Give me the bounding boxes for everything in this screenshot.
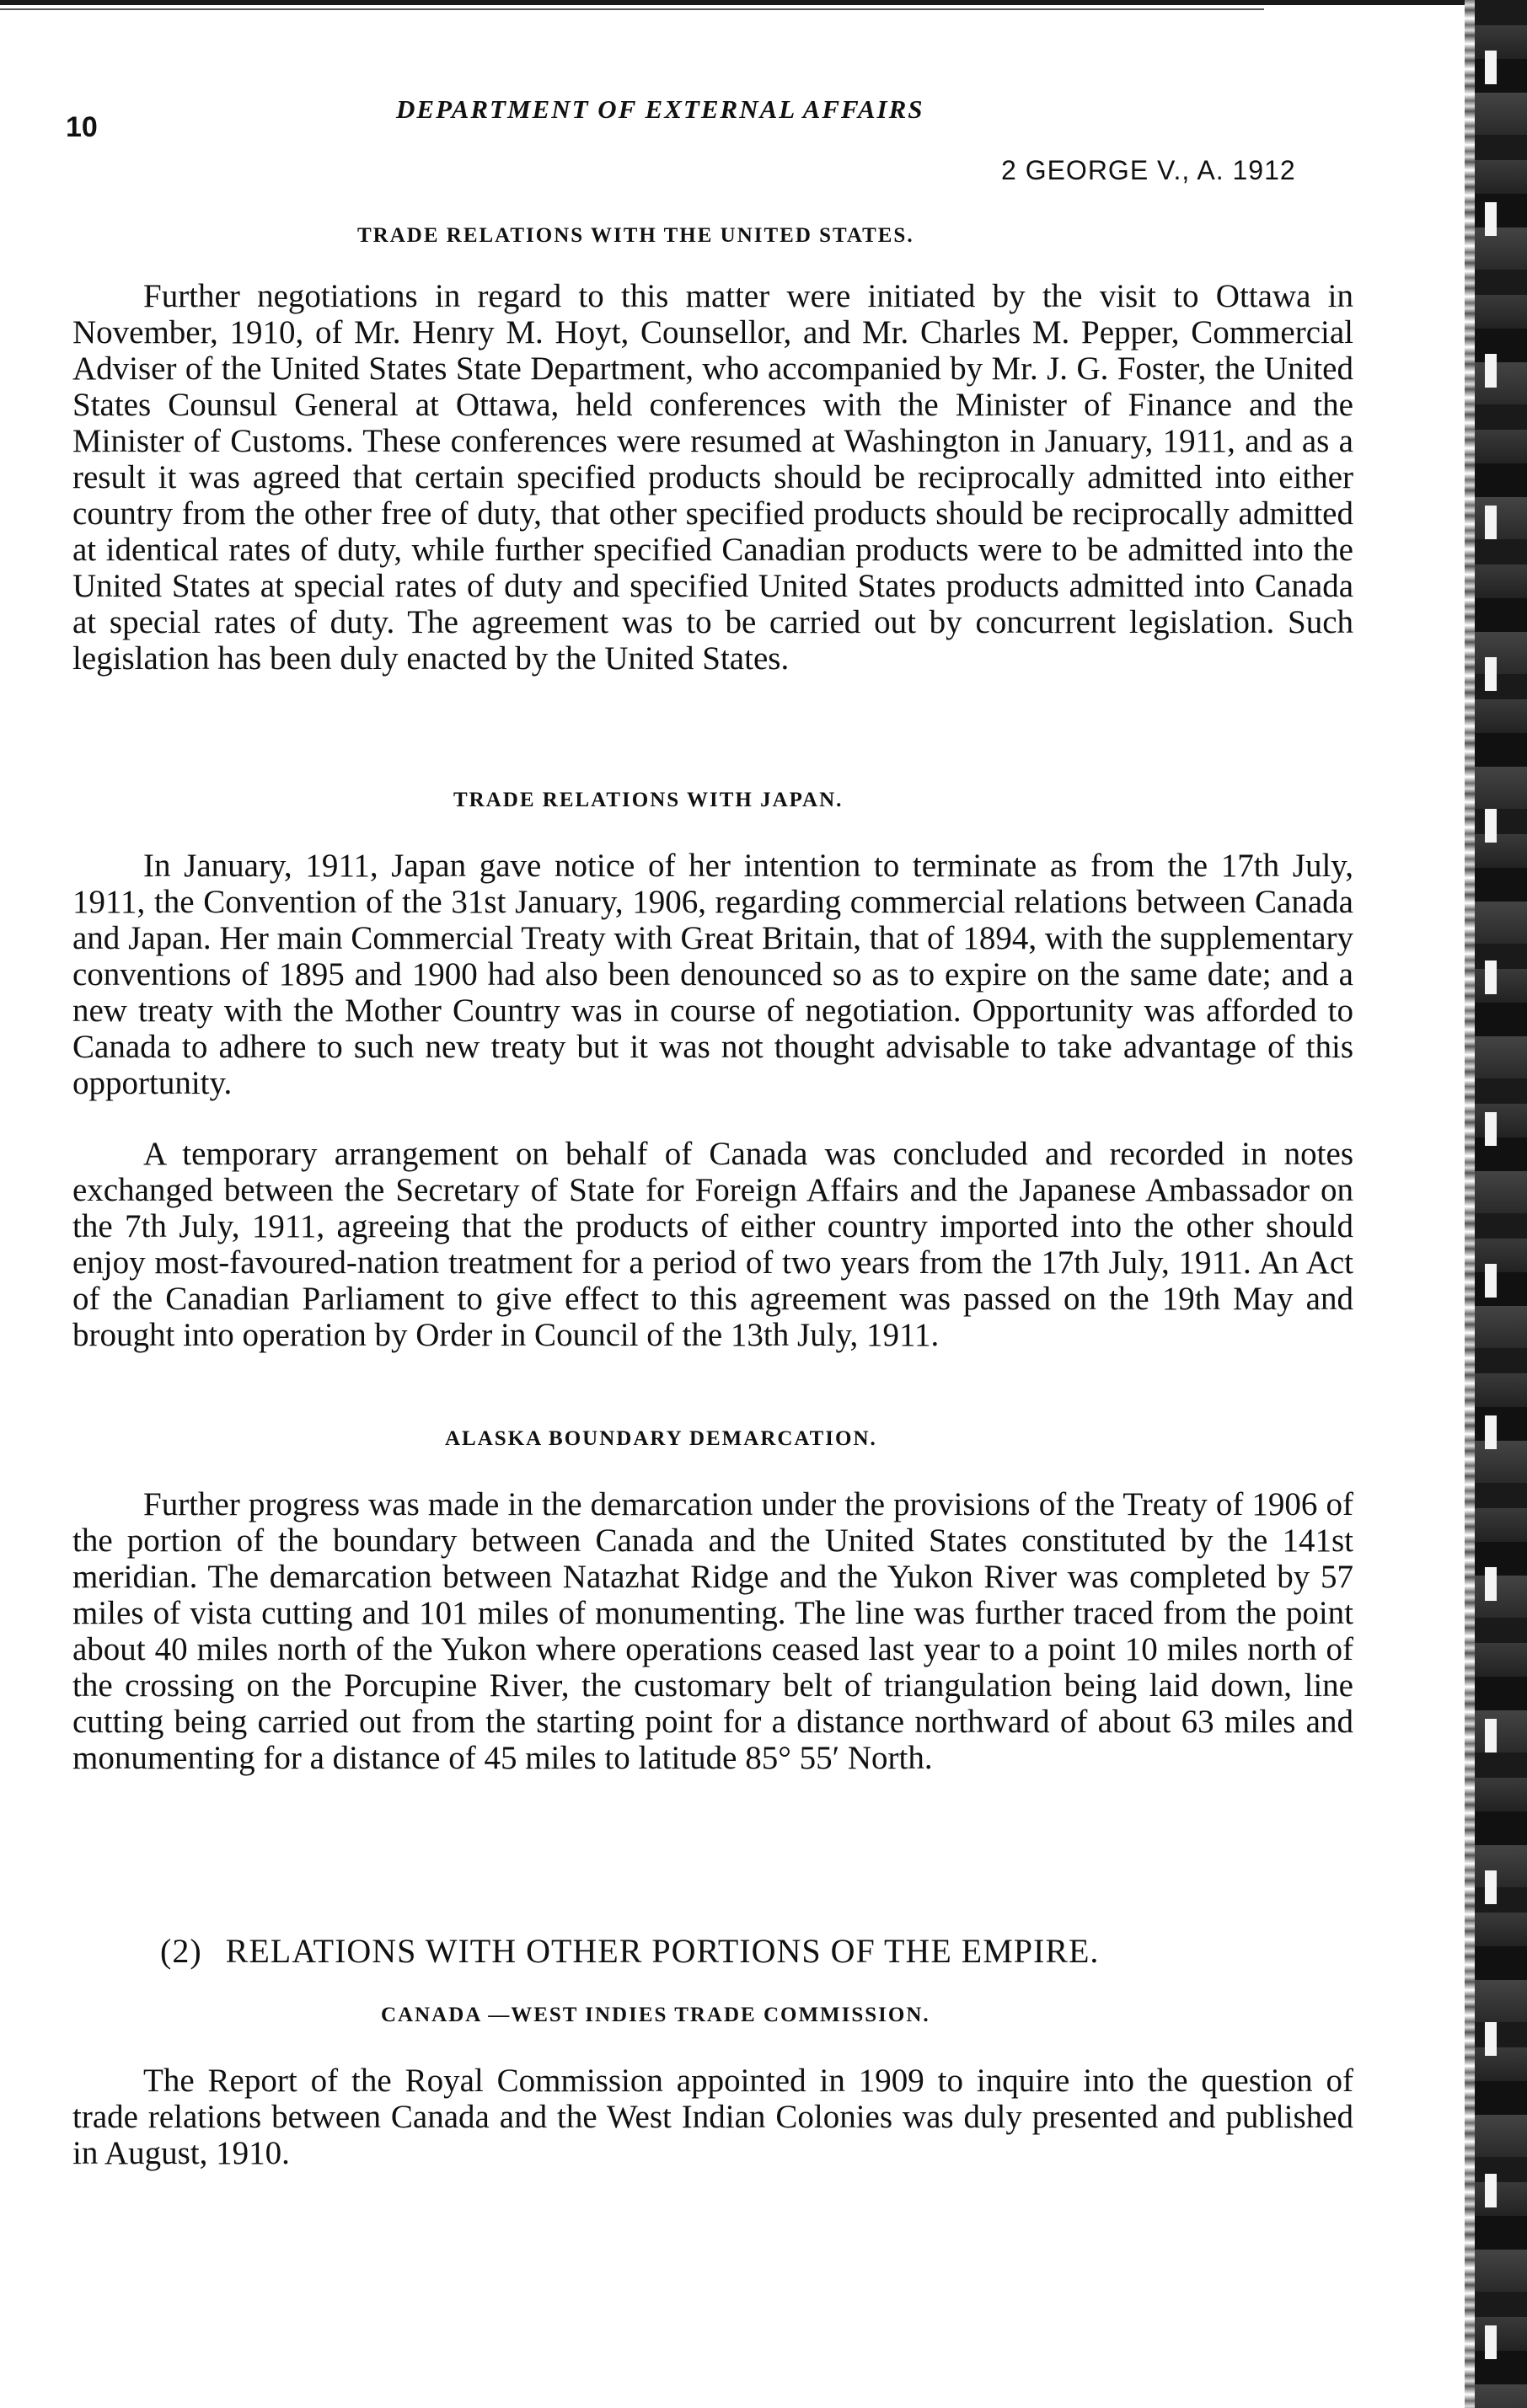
scan-binding-edge: [1473, 0, 1527, 2408]
scan-binding-shadow: [1465, 0, 1475, 2408]
scan-binding-texture: [1485, 0, 1497, 2408]
part-heading-empire: [160, 1931, 1099, 1971]
session-reference: 2 GEORGE V., A. 1912: [1001, 155, 1296, 185]
running-head: DEPARTMENT OF EXTERNAL AFFAIRS: [396, 94, 924, 124]
scan-top-line: [0, 8, 1264, 10]
part-number: (2): [160, 1932, 202, 1970]
scan-top-edge: [0, 0, 1527, 5]
paragraph-japan-2: A temporary arrangement on behalf of Canada was concluded and recorded in notes exchanged between the Secretary of State for Foreign Affairs and the Japanese Ambassador on the 7th July, 1911, agreeing that the products of either country imported into the other should enjoy most-favoured-nation treatment for a period of two years from the 17th July, 1911. An Act of the Canadian Parliament to give effect to this agreement was passed on the 19th May and brought into operation by Order in Council of the 13th July, 1911.: [72, 1136, 1353, 1353]
paragraph-us-trade: Further negotiations in regard to this matter were initiated by the visit to Ottawa in November, 1910, of Mr. Henry M. Hoyt, Counsellor, and Mr. Charles M. Pepper, Commercial Adviser of the United States State Department, who accompanied by Mr. J. G. Foster, the United States Counsul General at Ottawa, held conferences with the Minister of Finance and the Minister of Customs. These conferences were resumed at Washington in January, 1911, and as a result it was agreed that certain specified products should be reciprocally admitted into either country from the other free of duty, that other specified products should be reciprocally admitted at identical rates of duty, while further specified Canadian products were to be admitted into the United States at special rates of duty and specified United States products admitted into Canada at special rates of duty. The agreement was to be carried out by concurrent legislation. Such legislation has been duly enacted by the United States.: [72, 278, 1353, 677]
part-title: RELATIONS WITH OTHER PORTIONS OF THE EMPIRE.: [225, 1932, 1100, 1970]
page-number: 10: [66, 111, 98, 143]
paragraph-west-indies: The Report of the Royal Commission appointed in 1909 to inquire into the question of trade relations between Canada and the West Indian Colonies was duly presented and published in August, 1910.: [72, 2063, 1353, 2171]
heading-us-trade: TRADE RELATIONS WITH THE UNITED STATES.: [357, 224, 914, 247]
paragraph-alaska: Further progress was made in the demarcation under the provisions of the Treaty of 1906 of the portion of the boundary between Canada and the United States constituted by the 141st meridian. The demarcation between Natazhat Ridge and the Yukon River was completed by 57 miles of vista cutting and 101 miles of monumenting. The line was further traced from the point about 40 miles north of the Yukon where operations ceased last year to a point 10 miles north of the crossing on the Porcupine River, the customary belt of triangulation being laid down, line cutting being carried out from the starting point for a distance northward of about 63 miles and monumenting for a distance of 45 miles to latitude 85° 55′ North.: [72, 1486, 1353, 1776]
heading-japan-trade: TRADE RELATIONS WITH JAPAN.: [453, 789, 844, 811]
heading-alaska-boundary: ALASKA BOUNDARY DEMARCATION.: [445, 1427, 877, 1450]
paragraph-japan-1: In January, 1911, Japan gave notice of her intention to terminate as from the 17th July, 1911, the Convention of the 31st January, 1906, regarding commercial relations between Canada and Japan. Her main Commercial Treaty with Great Britain, that of 1894, with the supplementary conventions of 1895 and 1900 had also been denounced so as to expire on the same date; and a new treaty with the Mother Country was in course of negotiation. Opportunity was afforded to Canada to adhere to such new treaty but it was not thought advisable to take advantage of this opportunity.: [72, 848, 1353, 1101]
heading-west-indies: CANADA —WEST INDIES TRADE COMMISSION.: [381, 2004, 930, 2026]
